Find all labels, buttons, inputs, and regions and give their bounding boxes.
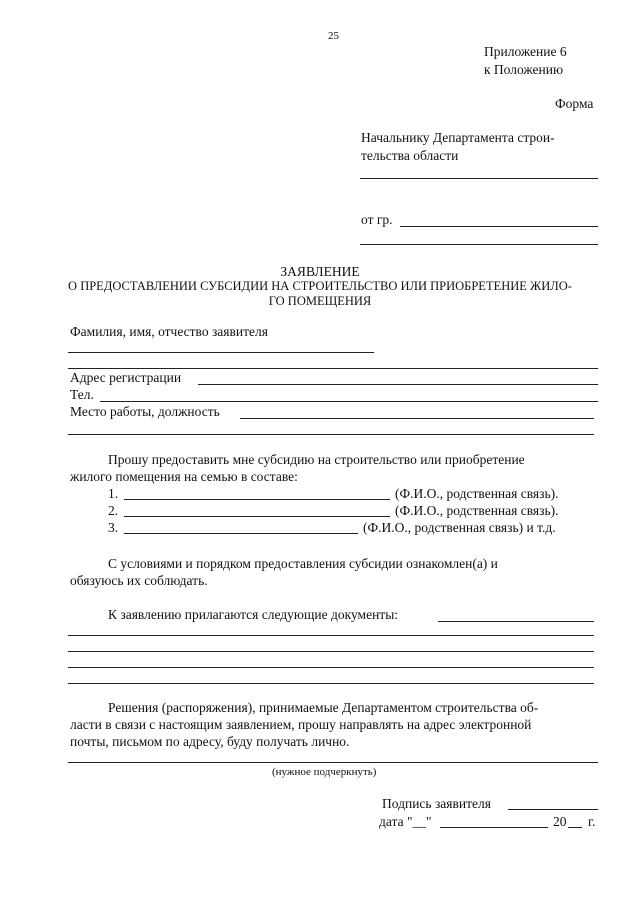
member-suffix: (Ф.И.О., родственная связь) и т.д.	[363, 520, 556, 535]
request-line-2: жилого помещения на семью в составе:	[70, 469, 298, 484]
member-number: 3.	[108, 520, 119, 535]
fio-line-1[interactable]	[68, 352, 374, 353]
regulation-label: к Положению	[484, 62, 564, 77]
decisions-note: (нужное подчеркнуть)	[272, 766, 377, 778]
decisions-line-3: почты, письмом по адресу, буду получать лично.	[70, 734, 350, 749]
work-line-2[interactable]	[68, 434, 594, 435]
address-line[interactable]	[198, 384, 598, 385]
member-number: 2.	[108, 503, 119, 518]
form-label: Форма	[555, 96, 594, 111]
fio-label: Фамилия, имя, отчество заявителя	[70, 324, 268, 339]
member-3-line[interactable]	[124, 533, 358, 534]
documents-line-0[interactable]	[438, 621, 594, 622]
addressee-line-2: тельства области	[361, 148, 459, 163]
documents-line-4[interactable]	[68, 683, 594, 684]
year-suffix: г.	[588, 814, 596, 829]
page-number: 25	[328, 30, 339, 42]
documents-label: К заявлению прилагаются следующие документы:	[108, 607, 399, 622]
year-prefix: 20	[553, 814, 567, 829]
work-line[interactable]	[240, 418, 594, 419]
member-number: 1.	[108, 486, 119, 501]
appendix-label: Приложение 6	[484, 44, 567, 59]
decisions-choice-line[interactable]	[68, 762, 598, 763]
signature-label: Подпись заявителя	[382, 796, 491, 811]
from-second-line[interactable]	[360, 244, 598, 245]
conditions-line-2: обязуюсь их соблюдать.	[70, 573, 208, 588]
documents-line-2[interactable]	[68, 651, 594, 652]
conditions-line-1: С условиями и порядком предоставления субсидии ознакомлен(а) и	[108, 556, 498, 571]
from-name-line[interactable]	[400, 226, 598, 227]
fio-line-2[interactable]	[68, 368, 598, 369]
addressee-blank-line[interactable]	[360, 178, 598, 179]
title-line-2: О ПРЕДОСТАВЛЕНИИ СУБСИДИИ НА СТРОИТЕЛЬСТВО ИЛИ ПРИОБРЕТЕНИЕ ЖИЛО-	[68, 279, 572, 293]
member-2-line[interactable]	[124, 516, 390, 517]
title-line-1: ЗАЯВЛЕНИЕ	[280, 264, 360, 279]
addressee-line-1: Начальнику Департамента строи-	[361, 130, 555, 145]
decisions-line-2: ласти в связи с настоящим заявлением, прошу направлять на адрес электронной	[70, 717, 532, 732]
member-suffix: (Ф.И.О., родственная связь).	[395, 486, 559, 501]
from-label: от гр.	[361, 212, 393, 227]
work-label: Место работы, должность	[70, 404, 220, 419]
request-line-1: Прошу предоставить мне субсидию на строительство или приобретение	[108, 452, 525, 467]
documents-line-3[interactable]	[68, 667, 594, 668]
phone-label: Тел.	[70, 387, 94, 402]
date-label: дата "__"	[379, 814, 432, 829]
member-1-line[interactable]	[124, 499, 390, 500]
phone-line[interactable]	[100, 401, 598, 402]
decisions-line-1: Решения (распоряжения), принимаемые Департаментом строительства об-	[108, 700, 539, 715]
year-blank-line[interactable]	[568, 827, 582, 828]
member-suffix: (Ф.И.О., родственная связь).	[395, 503, 559, 518]
documents-line-1[interactable]	[68, 635, 594, 636]
signature-line[interactable]	[508, 809, 598, 810]
address-label: Адрес регистрации	[70, 370, 182, 385]
title-line-3: ГО ПОМЕЩЕНИЯ	[268, 294, 372, 308]
date-month-line[interactable]	[440, 827, 548, 828]
